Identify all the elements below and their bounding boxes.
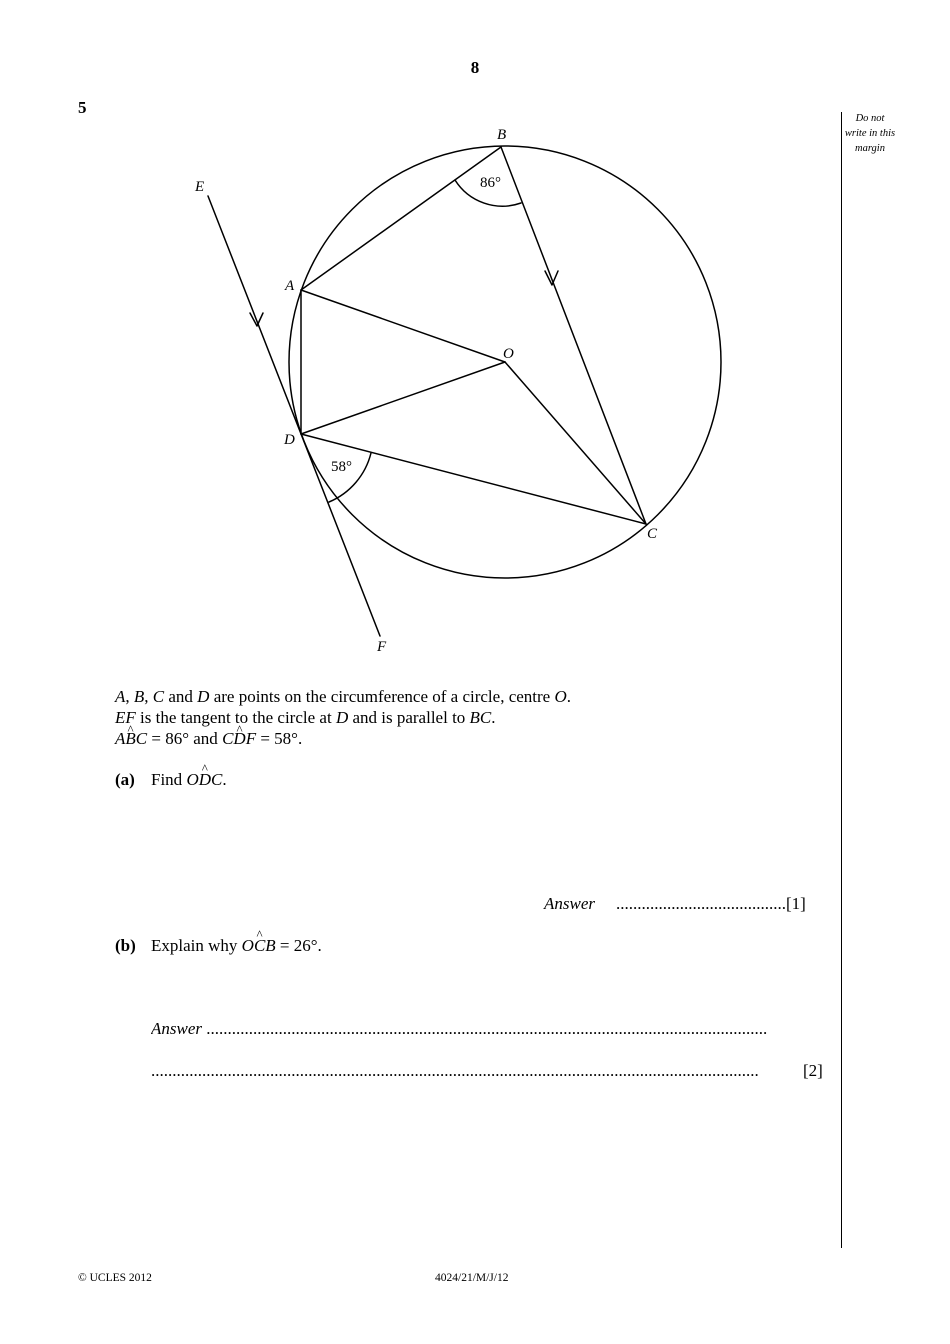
part-a-question: Find OD ^C. <box>151 770 227 790</box>
part-b-label: (b) <box>115 936 136 955</box>
question-number: 5 <box>78 98 87 117</box>
footer-paper-code: 4024/21/M/J/12 <box>435 1272 509 1284</box>
margin-note-line-1: Do not <box>855 113 885 124</box>
part-a-answer-field[interactable]: ........................................[1] <box>616 894 806 913</box>
part-b-marks: [2] <box>803 1061 823 1080</box>
part-b-answer-label: Answer <box>151 1019 202 1038</box>
stem-line-3: AB ^C = 86° and CD ^F = 58°. <box>115 728 571 749</box>
question-stem <box>115 686 571 749</box>
margin-note-line-3: margin <box>855 143 885 154</box>
part-b-answer-field-1[interactable]: Answer .................................................................................................................................... <box>151 1019 768 1038</box>
angle-label-D: 58° <box>331 459 352 475</box>
label-B: B <box>497 127 507 143</box>
label-F: F <box>377 639 387 655</box>
stem-line-1: A, B, C and D are points on the circumference of a circle, centre O. <box>115 687 571 706</box>
angle-label-B: 86° <box>480 175 501 191</box>
label-A: A <box>285 278 295 294</box>
part-a-marks: [1] <box>786 894 806 913</box>
chord-DC <box>301 434 646 524</box>
stem-line-2: EF is the tangent to the circle at D and is parallel to BC. <box>115 708 496 727</box>
radius-OC <box>505 362 646 524</box>
label-C: C <box>647 526 658 542</box>
chord-BC <box>501 147 646 524</box>
part-b-question: Explain why OC ^B = 26°. <box>151 936 322 956</box>
part-a-answer-label: Answer <box>544 894 595 913</box>
chord-AB <box>301 147 501 290</box>
footer-copyright: © UCLES 2012 <box>78 1272 152 1284</box>
radius-OD <box>301 362 505 434</box>
part-a-label: (a) <box>115 770 135 789</box>
label-E: E <box>195 179 205 195</box>
part-b-answer-field-2[interactable]: ............................................................................................................................................... [2] <box>151 1061 823 1080</box>
radius-OA <box>301 290 505 362</box>
margin-note-line-2: write in this <box>844 128 896 139</box>
label-D: D <box>284 432 295 448</box>
label-O: O <box>503 346 514 362</box>
page-number: 8 <box>470 58 480 77</box>
